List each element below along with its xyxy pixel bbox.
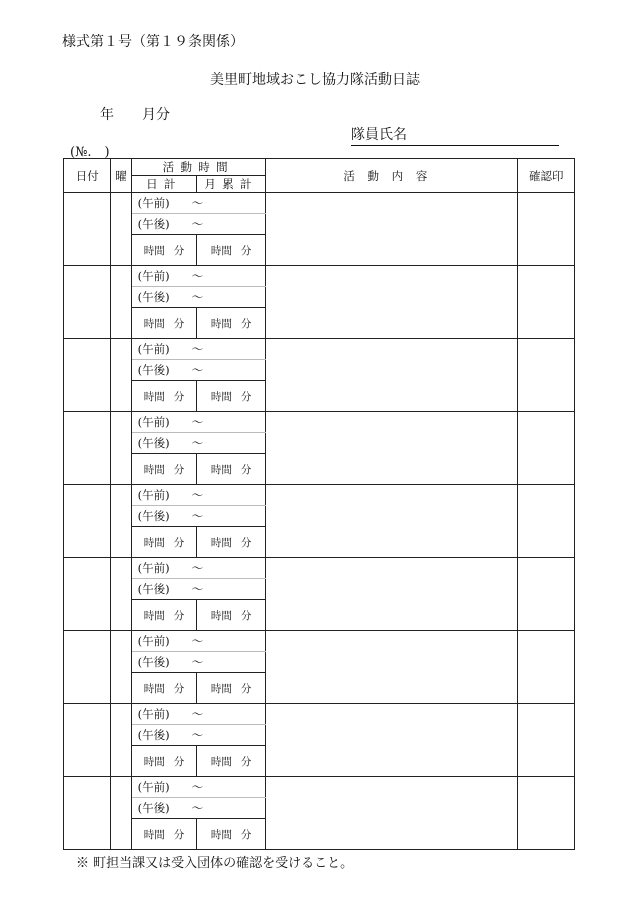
minutes-label: 分	[173, 755, 185, 768]
confirmation-seal-cell[interactable]	[518, 704, 575, 777]
pm-time-cell[interactable]	[131, 360, 265, 381]
minutes-label: 分	[173, 828, 185, 841]
confirmation-seal-cell[interactable]	[518, 339, 575, 412]
monthly-total-cell[interactable]	[197, 235, 266, 266]
pm-label: (午後)	[137, 728, 170, 742]
table-row	[64, 777, 575, 798]
hours-label: 時間	[210, 682, 232, 695]
table-row	[64, 412, 575, 433]
minutes-label: 分	[240, 317, 252, 330]
am-time-cell[interactable]	[131, 777, 265, 798]
hours-label: 時間	[210, 609, 232, 622]
tilde-mark: ～	[191, 707, 204, 721]
am-label: (午前)	[137, 342, 170, 356]
table-row	[64, 193, 575, 214]
member-name-field[interactable]	[351, 124, 559, 146]
am-label: (午前)	[137, 707, 170, 721]
am-label: (午前)	[137, 415, 170, 429]
hours-label: 時間	[210, 463, 232, 476]
table-row	[64, 266, 575, 287]
hours-label: 時間	[143, 536, 165, 549]
date-cell[interactable]	[64, 412, 111, 485]
confirmation-seal-cell[interactable]	[518, 266, 575, 339]
weekday-cell[interactable]	[111, 704, 131, 777]
hours-label: 時間	[210, 755, 232, 768]
activity-content-cell[interactable]	[265, 777, 517, 850]
pm-time-cell[interactable]	[131, 579, 265, 600]
year-label: 年	[100, 107, 114, 123]
minutes-label: 分	[240, 609, 252, 622]
tilde-mark: ～	[191, 634, 204, 648]
pm-label: (午後)	[137, 436, 170, 450]
hours-label: 時間	[210, 317, 232, 330]
tilde-mark: ～	[191, 363, 204, 377]
minutes-label: 分	[173, 244, 185, 257]
daily-total-cell[interactable]	[131, 454, 197, 485]
weekday-cell[interactable]	[111, 631, 131, 704]
number-label: (№. )	[70, 145, 110, 160]
tilde-mark: ～	[191, 655, 204, 669]
date-cell[interactable]	[64, 558, 111, 631]
year-month-line	[100, 104, 170, 124]
monthly-total-cell[interactable]	[197, 454, 266, 485]
monthly-total-cell[interactable]	[197, 308, 266, 339]
pm-time-cell[interactable]	[131, 506, 265, 527]
date-cell[interactable]	[64, 193, 111, 266]
pm-time-cell[interactable]	[131, 433, 265, 454]
minutes-label: 分	[240, 682, 252, 695]
daily-total-cell[interactable]	[131, 746, 197, 777]
table-row	[64, 339, 575, 360]
am-label: (午前)	[137, 196, 170, 210]
header-date: 日付	[64, 159, 111, 193]
pm-label: (午後)	[137, 363, 170, 377]
confirmation-seal-cell[interactable]	[518, 631, 575, 704]
activity-content-cell[interactable]	[265, 485, 517, 558]
hours-label: 時間	[143, 317, 165, 330]
tilde-mark: ～	[191, 561, 204, 575]
minutes-label: 分	[173, 609, 185, 622]
hours-label: 時間	[143, 755, 165, 768]
hours-label: 時間	[210, 828, 232, 841]
pm-label: (午後)	[137, 290, 170, 304]
hours-label: 時間	[143, 828, 165, 841]
activity-content-cell[interactable]	[265, 558, 517, 631]
date-cell[interactable]	[64, 485, 111, 558]
header-weekday: 曜	[111, 159, 131, 193]
am-time-cell[interactable]	[131, 558, 265, 579]
footer-note: ※ 町担当課又は受入団体の確認を受けること。	[76, 856, 354, 871]
minutes-label: 分	[240, 244, 252, 257]
minutes-label: 分	[173, 536, 185, 549]
am-time-cell[interactable]	[131, 704, 265, 725]
minutes-label: 分	[240, 828, 252, 841]
activity-content-cell[interactable]	[265, 631, 517, 704]
tilde-mark: ～	[191, 488, 204, 502]
am-label: (午前)	[137, 488, 170, 502]
am-time-cell[interactable]	[131, 193, 265, 214]
pm-label: (午後)	[137, 509, 170, 523]
hours-label: 時間	[210, 390, 232, 403]
activity-content-cell[interactable]	[265, 193, 517, 266]
monthly-total-cell[interactable]	[197, 819, 266, 850]
tilde-mark: ～	[191, 801, 204, 815]
log-body	[64, 193, 575, 850]
hours-label: 時間	[143, 244, 165, 257]
minutes-label: 分	[173, 463, 185, 476]
weekday-cell[interactable]	[111, 193, 131, 266]
monthly-total-cell[interactable]	[197, 600, 266, 631]
member-name-label: 隊員氏名	[351, 127, 407, 143]
tilde-mark: ～	[191, 509, 204, 523]
daily-total-cell[interactable]	[131, 381, 197, 412]
am-label: (午前)	[137, 561, 170, 575]
month-label: 月分	[142, 107, 170, 123]
confirmation-seal-cell[interactable]	[518, 558, 575, 631]
minutes-label: 分	[240, 390, 252, 403]
tilde-mark: ～	[191, 342, 204, 356]
pm-time-cell[interactable]	[131, 652, 265, 673]
tilde-mark: ～	[191, 415, 204, 429]
header-confirmation-seal: 確認印	[518, 159, 575, 193]
am-time-cell[interactable]	[131, 631, 265, 652]
monthly-total-cell[interactable]	[197, 527, 266, 558]
am-label: (午前)	[137, 634, 170, 648]
table-row	[64, 704, 575, 725]
date-cell[interactable]	[64, 704, 111, 777]
header-activity-content: 活動内容	[265, 159, 517, 193]
pm-label: (午後)	[137, 582, 170, 596]
confirmation-seal-cell[interactable]	[518, 193, 575, 266]
date-cell[interactable]	[64, 777, 111, 850]
pm-time-cell[interactable]	[131, 214, 265, 235]
confirmation-seal-cell[interactable]	[518, 412, 575, 485]
hours-label: 時間	[143, 463, 165, 476]
activity-content-cell[interactable]	[265, 266, 517, 339]
daily-total-cell[interactable]	[131, 527, 197, 558]
am-time-cell[interactable]	[131, 485, 265, 506]
daily-total-cell[interactable]	[131, 819, 197, 850]
am-label: (午前)	[137, 780, 170, 794]
pm-label: (午後)	[137, 217, 170, 231]
date-cell[interactable]	[64, 266, 111, 339]
hours-label: 時間	[210, 244, 232, 257]
minutes-label: 分	[173, 390, 185, 403]
pm-time-cell[interactable]	[131, 798, 265, 819]
weekday-cell[interactable]	[111, 339, 131, 412]
monthly-total-cell[interactable]	[197, 381, 266, 412]
am-time-cell[interactable]	[131, 266, 265, 287]
daily-total-cell[interactable]	[131, 308, 197, 339]
pm-time-cell[interactable]	[131, 725, 265, 746]
table-row	[64, 485, 575, 506]
am-time-cell[interactable]	[131, 339, 265, 360]
minutes-label: 分	[173, 682, 185, 695]
activity-content-cell[interactable]	[265, 704, 517, 777]
tilde-mark: ～	[191, 196, 204, 210]
confirmation-seal-cell[interactable]	[518, 485, 575, 558]
pm-time-cell[interactable]	[131, 287, 265, 308]
minutes-label: 分	[173, 317, 185, 330]
pm-label: (午後)	[137, 801, 170, 815]
table-row	[64, 631, 575, 652]
header-monthly-total: 月累計	[197, 176, 266, 193]
document-title: 美里町地域おこし協力隊活動日誌	[210, 72, 420, 88]
tilde-mark: ～	[191, 780, 204, 794]
tilde-mark: ～	[191, 436, 204, 450]
activity-content-cell[interactable]	[265, 412, 517, 485]
confirmation-seal-cell[interactable]	[518, 777, 575, 850]
daily-total-cell[interactable]	[131, 600, 197, 631]
minutes-label: 分	[240, 536, 252, 549]
activity-content-cell[interactable]	[265, 339, 517, 412]
weekday-cell[interactable]	[111, 412, 131, 485]
tilde-mark: ～	[191, 269, 204, 283]
form-number: 様式第１号（第１９条関係）	[62, 34, 244, 50]
daily-total-cell[interactable]	[131, 673, 197, 704]
tilde-mark: ～	[191, 290, 204, 304]
header-daily-total: 日計	[131, 176, 197, 193]
date-cell[interactable]	[64, 339, 111, 412]
minutes-label: 分	[240, 755, 252, 768]
table-row	[64, 558, 575, 579]
minutes-label: 分	[240, 463, 252, 476]
header-activity-time: 活動時間	[131, 159, 265, 176]
am-time-cell[interactable]	[131, 412, 265, 433]
am-label: (午前)	[137, 269, 170, 283]
tilde-mark: ～	[191, 217, 204, 231]
hours-label: 時間	[143, 682, 165, 695]
weekday-cell[interactable]	[111, 558, 131, 631]
weekday-cell[interactable]	[111, 777, 131, 850]
hours-label: 時間	[210, 536, 232, 549]
daily-total-cell[interactable]	[131, 235, 197, 266]
hours-label: 時間	[143, 390, 165, 403]
tilde-mark: ～	[191, 728, 204, 742]
monthly-total-cell[interactable]	[197, 673, 266, 704]
weekday-cell[interactable]	[111, 485, 131, 558]
activity-log-table	[63, 158, 575, 850]
pm-label: (午後)	[137, 655, 170, 669]
date-cell[interactable]	[64, 631, 111, 704]
hours-label: 時間	[143, 609, 165, 622]
weekday-cell[interactable]	[111, 266, 131, 339]
tilde-mark: ～	[191, 582, 204, 596]
monthly-total-cell[interactable]	[197, 746, 266, 777]
